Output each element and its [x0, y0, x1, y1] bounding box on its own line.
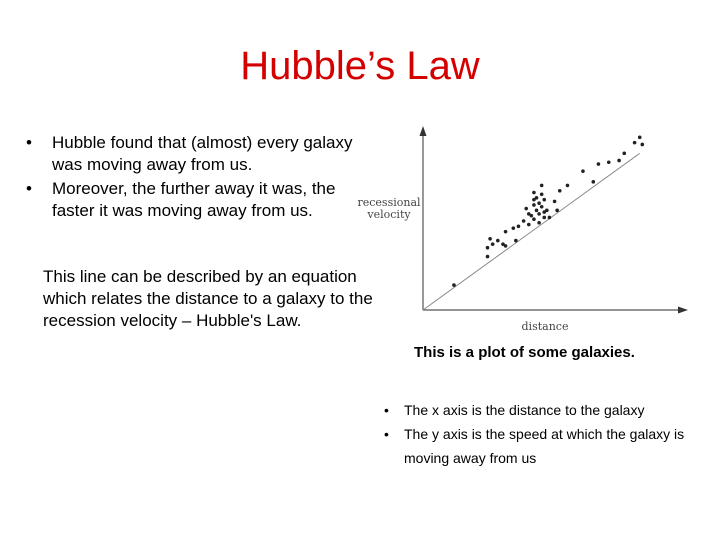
- data-point: [486, 246, 490, 250]
- data-point: [542, 216, 546, 220]
- axis-notes-list: [384, 398, 704, 470]
- hubble-law-description: This line can be described by an equation which relates the distance to a galaxy to the recession velocity – Hubble's Law.: [43, 267, 373, 330]
- data-point: [514, 239, 518, 243]
- data-point: [522, 219, 526, 223]
- data-point: [535, 196, 539, 200]
- bullet-text: Moreover, the further away it was, the faster it was moving away from us.: [52, 179, 336, 220]
- bullet-glyph: •: [26, 133, 32, 152]
- data-point: [532, 217, 536, 221]
- bullet-item: [24, 132, 364, 176]
- data-point: [540, 193, 544, 197]
- data-point: [537, 221, 541, 225]
- data-point: [532, 191, 536, 195]
- data-point: [545, 209, 549, 213]
- plot-caption: This is a plot of some galaxies.: [414, 344, 635, 361]
- data-points: [452, 136, 644, 287]
- data-point: [633, 141, 637, 145]
- data-point: [527, 223, 531, 227]
- bullet-glyph: •: [384, 402, 389, 418]
- data-point: [537, 201, 541, 205]
- bullet-list: [24, 132, 364, 224]
- data-point: [558, 189, 562, 193]
- data-point: [524, 207, 528, 211]
- data-point: [491, 242, 495, 246]
- trend-line: [423, 153, 640, 310]
- data-point: [607, 160, 611, 164]
- data-point: [617, 159, 621, 163]
- slide-title: Hubble’s Law: [240, 44, 480, 88]
- bullet-glyph: •: [384, 426, 389, 442]
- data-point: [641, 143, 645, 147]
- data-point: [452, 283, 456, 287]
- data-point: [512, 226, 516, 230]
- data-point: [496, 239, 500, 243]
- data-point: [532, 203, 536, 207]
- data-point: [581, 169, 585, 173]
- x-axis-arrow: [678, 307, 688, 314]
- data-point: [488, 237, 492, 241]
- hubble-scatter-plot: [355, 118, 700, 340]
- note-text: The y axis is the speed at which the galaxy is moving away from us: [404, 426, 685, 466]
- y-axis-label-line: velocity: [367, 208, 411, 221]
- data-point: [591, 180, 595, 184]
- data-point: [542, 198, 546, 202]
- x-axis-label: distance: [521, 320, 569, 333]
- data-point: [504, 230, 508, 234]
- data-point: [486, 255, 490, 259]
- note-item: [384, 398, 704, 422]
- data-point: [622, 152, 626, 156]
- bullet-item: [24, 178, 364, 222]
- data-point: [638, 136, 642, 140]
- data-point: [540, 184, 544, 188]
- data-point: [555, 209, 559, 213]
- note-item: [384, 422, 704, 470]
- bullet-glyph: •: [26, 179, 32, 198]
- chart-axes: [420, 126, 689, 314]
- y-axis-label-line: recessional: [357, 196, 421, 209]
- data-point: [504, 244, 508, 248]
- data-point: [548, 216, 552, 220]
- bullet-text: Hubble found that (almost) every galaxy was moving away from us.: [52, 133, 353, 174]
- data-point: [530, 214, 534, 218]
- data-point: [566, 184, 570, 188]
- data-point: [553, 200, 557, 204]
- note-text: The x axis is the distance to the galaxy: [404, 402, 645, 418]
- data-point: [535, 209, 539, 213]
- data-point: [540, 205, 544, 209]
- data-point: [537, 212, 541, 216]
- data-point: [597, 162, 601, 166]
- data-point: [517, 225, 521, 229]
- y-axis-arrow: [420, 126, 427, 136]
- y-axis-label: [357, 196, 421, 221]
